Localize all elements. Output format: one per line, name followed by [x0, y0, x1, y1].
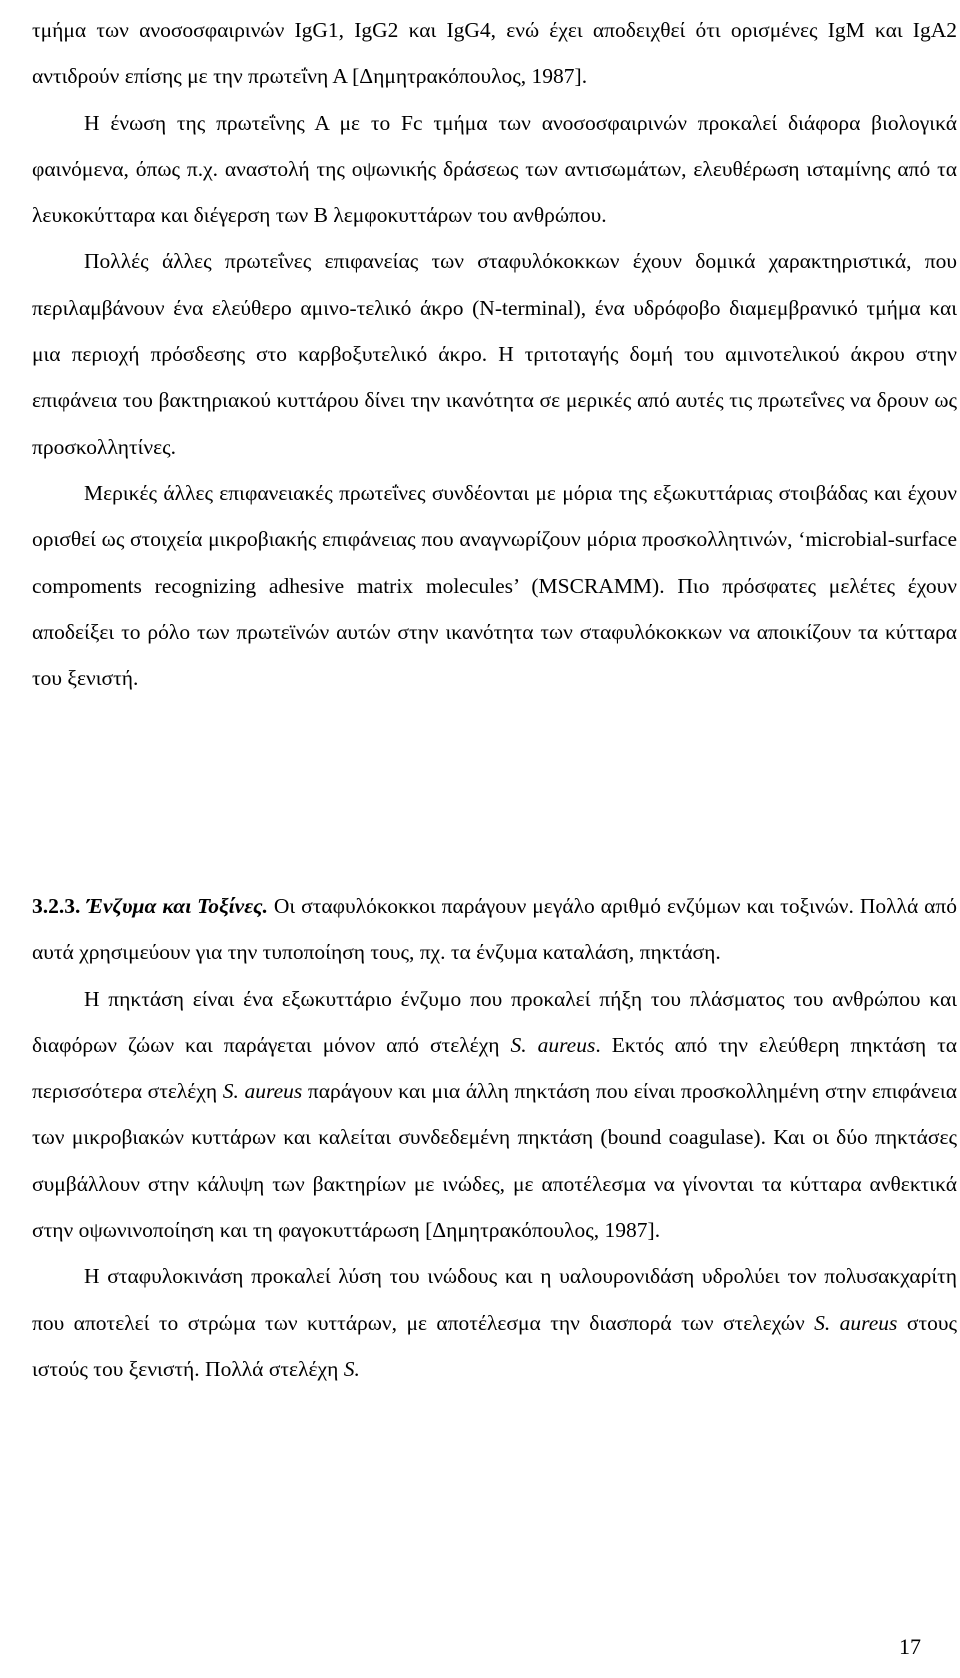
species-name: S. aureus	[222, 1079, 303, 1104]
body-text-upper	[32, 7, 957, 701]
staphylokinase-text-2: στους ιστούς του ξενιστή. Πολλά στελέχη	[32, 1310, 957, 1381]
page-number: 17	[899, 1634, 921, 1659]
species-name: S.	[343, 1356, 360, 1381]
body-text-lower	[32, 883, 957, 1392]
species-name: S. aureus	[510, 1032, 596, 1057]
coagulase-text-3: παράγουν και μια άλλη πηκτάση που είναι προσκολλημένη στην επιφάνεια των μικροβιακών κυττάρων και καλείται συνδεδεμένη πηκτάση (bound coagulase). Και οι δύο πηκτάσες συμβάλλουν στην κάλυψη των βακτηρίων με ινώδες, με αποτέλεσμα να γίνονται τα κύτταρα ανθεκτικά στην οψωνινοποίηση και τη φαγοκυττάρωση [Δημητρακόπουλος, 1987].	[32, 1079, 957, 1243]
paragraph-surface-proteins: Πολλές άλλες πρωτεΐνες επιφανείας των σταφυλόκοκκων έχουν δομικά χαρακτηριστικά, που περιλαμβάνουν ένα ελεύθερο αμινο-τελικό άκρο (N-terminal), ένα υδρόφοβο διαμεμβρανικό τμήμα και μια περιοχή πρόσδεσης στο καρβοξυτελικό άκρο. Η τριτοταγής δομή του αμινοτελικού άκρου στην επιφάνεια του βακτηριακού κυττάρου δίνει την ικανότητα σε μερικές από αυτές τις πρωτεΐνες να δρουν ως προσκολλητίνες.	[32, 249, 957, 459]
paragraph-mscramm: Μερικές άλλες επιφανειακές πρωτεΐνες συνδέονται με μόρια της εξωκυττάριας στοιβάδας και έχουν ορισθεί ως στοιχεία μικροβιακής επιφάνειας που αναγνωρίζουν μόρια προσκολλητινών, ‘microbial-surface compoments recognizing adhesive matrix molecules’ (MSCRAMM). Πιο πρόσφατες μελέτες έχουν αποδείξει το ρόλο των πρωτεϊνών αυτών στην ικανότητα των σταφυλόκοκκων να αποικίζουν τα κύτταρα του ξενιστή.	[32, 480, 957, 691]
paragraph-continued: τμήμα των ανοσοσφαιρινών IgG1, IgG2 και IgG4, ενώ έχει αποδειχθεί ότι ορισμένες IgM και IgA2 αντιδρούν επίσης με την πρωτεΐνη Α [Δημητρακόπουλος, 1987].	[32, 18, 957, 89]
paragraph-coagulase	[32, 976, 957, 1254]
coagulase-text-2: . Εκτός από την ελεύθερη πηκτάση τα περισσότερα στελέχη	[32, 1032, 957, 1104]
paragraph-protein-a: Η ένωση της πρωτεΐνης Α με το Fc τμήμα των ανοσοσφαιρινών προκαλεί διάφορα βιολογικά φαινόμενα, όπως π.χ. αναστολή της οψωνικής δράσεως των αντισωμάτων, ελευθέρωση ισταμίνης από τα λευκοκύτταρα και διέγερση των Β λεμφοκυττάρων του ανθρώπου.	[32, 110, 957, 228]
section-intro-text: Οι σταφυλόκοκκοι παράγουν μεγάλο αριθμό ενζύμων και τοξινών. Πολλά από αυτά χρησιμεύουν για την τυποποίηση τους, πχ. τα ένζυμα καταλάση, πηκτάση.	[32, 894, 957, 965]
paragraph-staphylokinase	[32, 1253, 957, 1392]
section-number: 3.2.3.	[32, 894, 81, 918]
species-name: S. aureus	[814, 1310, 898, 1335]
staphylokinase-text-1: Η σταφυλοκινάση προκαλεί λύση του ινώδους και η υαλουρονιδάση υδρολύει τον πολυσακχαρίτη που αποτελεί το στρώμα των κυττάρων, με αποτέλεσμα την διασπορά των στελεχών	[32, 1264, 957, 1335]
section-paragraph	[32, 883, 957, 976]
section-title: Ένζυμα και Τοξίνες.	[86, 894, 268, 918]
coagulase-text-1: Η πηκτάση είναι ένα εξωκυττάριο ένζυμο που προκαλεί πήξη του πλάσματος του ανθρώπου και διαφόρων ζώων και παράγεται μόνον από στελέχη	[32, 986, 957, 1057]
